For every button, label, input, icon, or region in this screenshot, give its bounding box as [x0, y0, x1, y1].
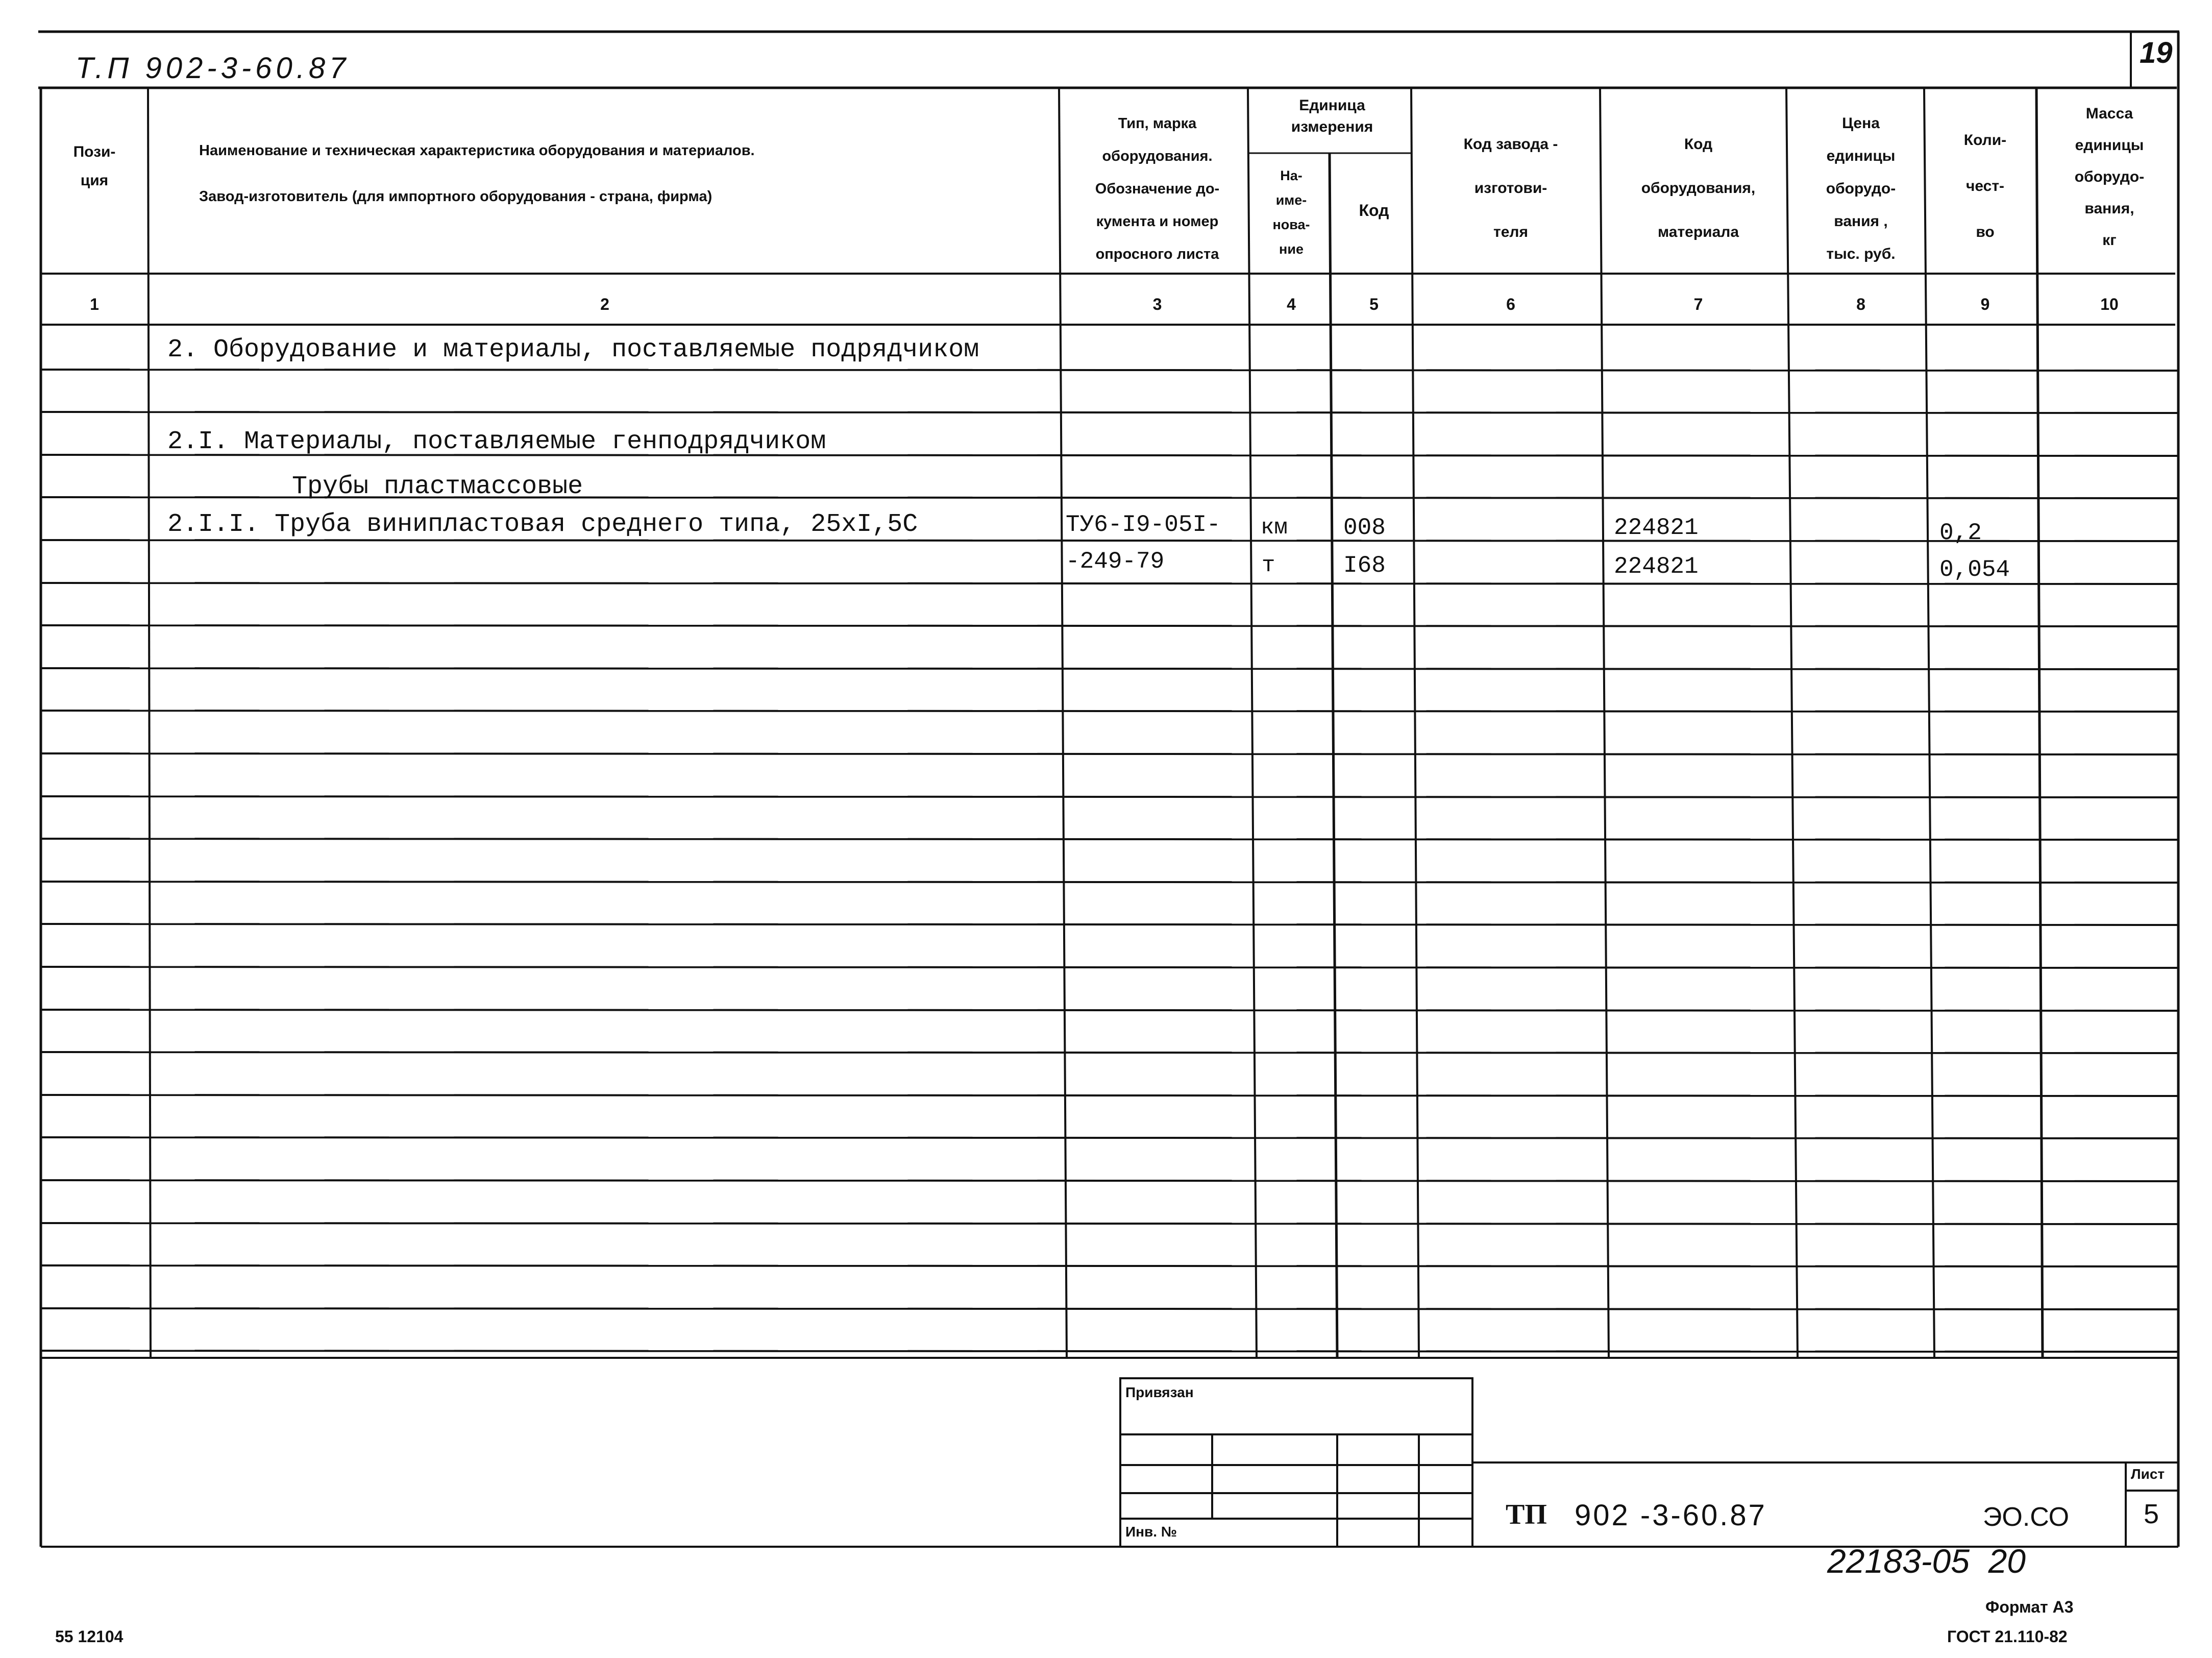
- col-number-10: 10: [2100, 295, 2119, 313]
- inv-no-label: Инв. №: [1125, 1524, 1177, 1540]
- header-unit-group: Единица измерения: [1291, 97, 1373, 135]
- row-line: [41, 412, 2178, 413]
- header-quantity: Коли- чест- во: [1963, 132, 2007, 240]
- row-line: [41, 1180, 2178, 1181]
- header-factory-code: Код завода - изготови- теля: [1463, 136, 1558, 240]
- row-item2-code: I68: [1343, 552, 1386, 579]
- row-item-quantity: 0,2: [1939, 520, 1982, 546]
- format-label: Формат А3: [1985, 1598, 2074, 1616]
- row-line: [41, 796, 2178, 797]
- row-section-title: 2. Оборудование и материалы, поставляемые подрядчиком: [167, 335, 979, 364]
- row-line: [41, 625, 2178, 626]
- row-item2-material-code: 224821: [1614, 553, 1699, 580]
- col-number-4: 4: [1287, 295, 1296, 313]
- row-subsection-title: 2.I. Материалы, поставляемые генподрядчиком: [167, 427, 826, 456]
- bottom-left-code: 55 12104: [55, 1627, 124, 1646]
- row-item-material-code: 224821: [1614, 515, 1699, 541]
- row-line: [41, 882, 2178, 883]
- row-line: [41, 753, 2178, 754]
- header-unit-code: Код: [1359, 201, 1389, 220]
- row-line: [41, 711, 2178, 712]
- row-item-type: ТУ6-I9-05I-: [1066, 511, 1221, 538]
- row-line: [41, 1052, 2178, 1053]
- header-type: Тип, марка оборудования. Обозначение до- кумента и номер опросного листа: [1095, 115, 1220, 262]
- title-doc-suffix: ЭО.СО: [1983, 1502, 2070, 1532]
- gost-label: ГОСТ 21.110-82: [1947, 1627, 2068, 1646]
- col-number-7: 7: [1693, 295, 1703, 313]
- col-number-2: 2: [600, 295, 609, 313]
- row-item-unit: км: [1261, 515, 1288, 541]
- col-number-3: 3: [1152, 295, 1162, 313]
- header-unit-name: На- име- нова- ние: [1272, 168, 1310, 257]
- header-mass: Масса единицы оборудо- вания, кг: [2074, 105, 2145, 249]
- row-line: [41, 1010, 2178, 1011]
- col-number-9: 9: [1980, 295, 1990, 313]
- row-line: [41, 1095, 2178, 1096]
- col-number-6: 6: [1506, 295, 1515, 313]
- row-line: [41, 668, 2178, 669]
- row-line: [41, 839, 2178, 840]
- doc-code-top: Т.П 902-3-60.87: [76, 52, 350, 85]
- row-item2-unit: т: [1262, 553, 1275, 578]
- header-position: Пози- ция: [73, 143, 116, 189]
- title-doc-number: 902 -3-60.87: [1575, 1499, 1767, 1532]
- row-line: [41, 1223, 2178, 1224]
- row-line: [41, 1351, 2178, 1352]
- row-line: [41, 967, 2178, 968]
- col-number-5: 5: [1369, 295, 1379, 313]
- sheet-label: Лист: [2131, 1466, 2165, 1482]
- row-item-code: 008: [1343, 515, 1386, 541]
- row-line: [41, 1137, 2178, 1138]
- row-item2-quantity: 0,054: [1939, 556, 2010, 583]
- col-number-1: 1: [90, 295, 99, 313]
- sheet-number: 5: [2144, 1499, 2159, 1529]
- row-group-title: Трубы пластмассовые: [292, 472, 583, 501]
- row-item-name: 2.I.I. Труба винипластовая среднего типа, 25хI,5С: [167, 510, 918, 539]
- row-line: [41, 924, 2178, 925]
- row-line: [41, 1265, 2178, 1266]
- header-material-code: Код оборудования, материала: [1641, 136, 1756, 240]
- row-line: [41, 370, 2178, 371]
- header-price: Цена единицы оборудо- вания , тыс. руб.: [1826, 115, 1896, 262]
- privyazan-label: Привязан: [1125, 1384, 1194, 1400]
- handwritten-number: 22183-05 20: [1827, 1542, 2026, 1580]
- header-name: Наименование и техническая характеристика оборудования и материалов. Завод-изготовитель (для импортного оборудования - страна, фирма): [199, 142, 755, 205]
- row-item2-type: -249-79: [1066, 548, 1165, 575]
- col-number-8: 8: [1856, 295, 1865, 313]
- row-line: [41, 1308, 2178, 1309]
- corner-number: 19: [2140, 36, 2173, 69]
- title-doc-prefix: ТП: [1506, 1499, 1547, 1530]
- row-line: [41, 583, 2178, 584]
